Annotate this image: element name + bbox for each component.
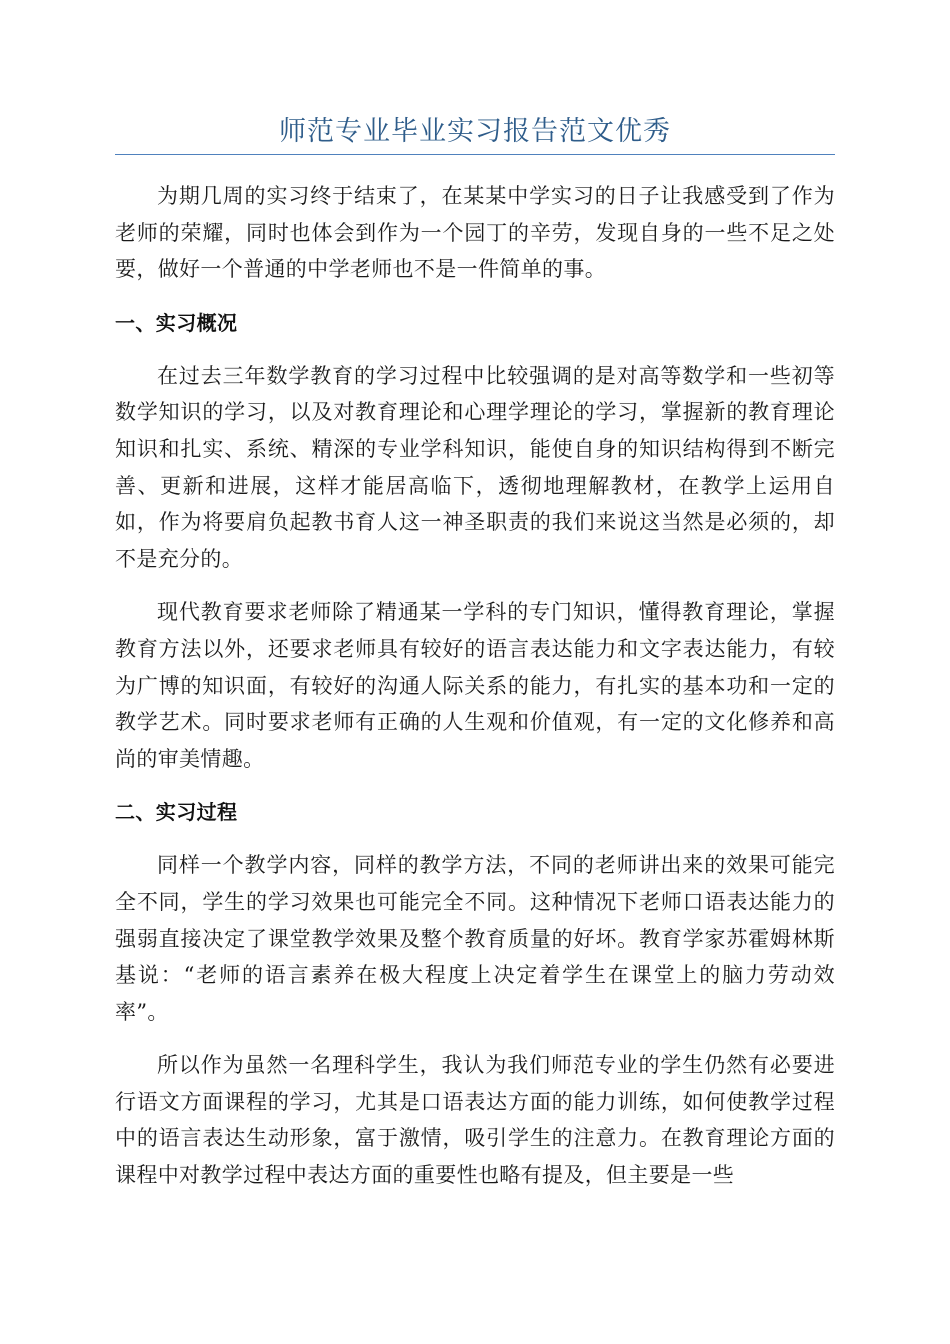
overview-paragraph-1: 在过去三年数学教育的学习过程中比较强调的是对高等数学和一些初等数学知识的学习，以及对教育理论和心理学理论的学习，掌握新的教育理论知识和扎实、系统、精深的专业学科知识，能使自身的知识结构得到不断完善、更新和进展，这样才能居高临下，透彻地理解教材，在教学上运用自如，作为将要肩负起教书育人这一神圣职责的我们来说这当然是必须的，却不是充分的。 bbox=[115, 363, 835, 571]
process-paragraph-1: 同样一个教学内容，同样的教学方法，不同的老师讲出来的效果可能完全不同，学生的学习效果也可能完全不同。这种情况下老师口语表达能力的强弱直接决定了课堂教学效果及整个教育质量的好坏。教育学家苏霍姆林斯基说：“老师的语言素养在极大程度上决定着学生在课堂上的脑力劳动效率”。 bbox=[115, 853, 835, 1024]
process-paragraph-2: 所以作为虽然一名理科学生，我认为我们师范专业的学生仍然有必要进行语文方面课程的学习，尤其是口语表达方面的能力训练，如何使教学过程中的语言表达生动形象，富于激情，吸引学生的注意力。在教育理论方面的课程中对教学过程中表达方面的重要性也略有提及，但主要是一些 bbox=[115, 1053, 835, 1188]
page-title: 师范专业毕业实习报告范文优秀 bbox=[279, 116, 671, 147]
section-heading-process: 二、实习过程 bbox=[115, 800, 238, 825]
intro-paragraph: 为期几周的实习终于结束了，在某某中学实习的日子让我感受到了作为老师的荣耀，同时也体会到作为一个园丁的辛劳，发现自身的一些不足之处要，做好一个普通的中学老师也不是一件简单的事。 bbox=[115, 184, 835, 282]
document-body bbox=[115, 178, 835, 1211]
title-underline bbox=[115, 154, 835, 155]
overview-paragraph-2: 现代教育要求老师除了精通某一学科的专门知识，懂得教育理论，掌握教育方法以外，还要求老师具有较好的语言表达能力和文字表达能力，有较为广博的知识面，有较好的沟通人际关系的能力，有扎实的基本功和一定的教学艺术。同时要求老师有正确的人生观和价值观，有一定的文化修养和高尚的审美情趣。 bbox=[115, 600, 835, 771]
section-heading-overview: 一、实习概况 bbox=[115, 310, 238, 335]
